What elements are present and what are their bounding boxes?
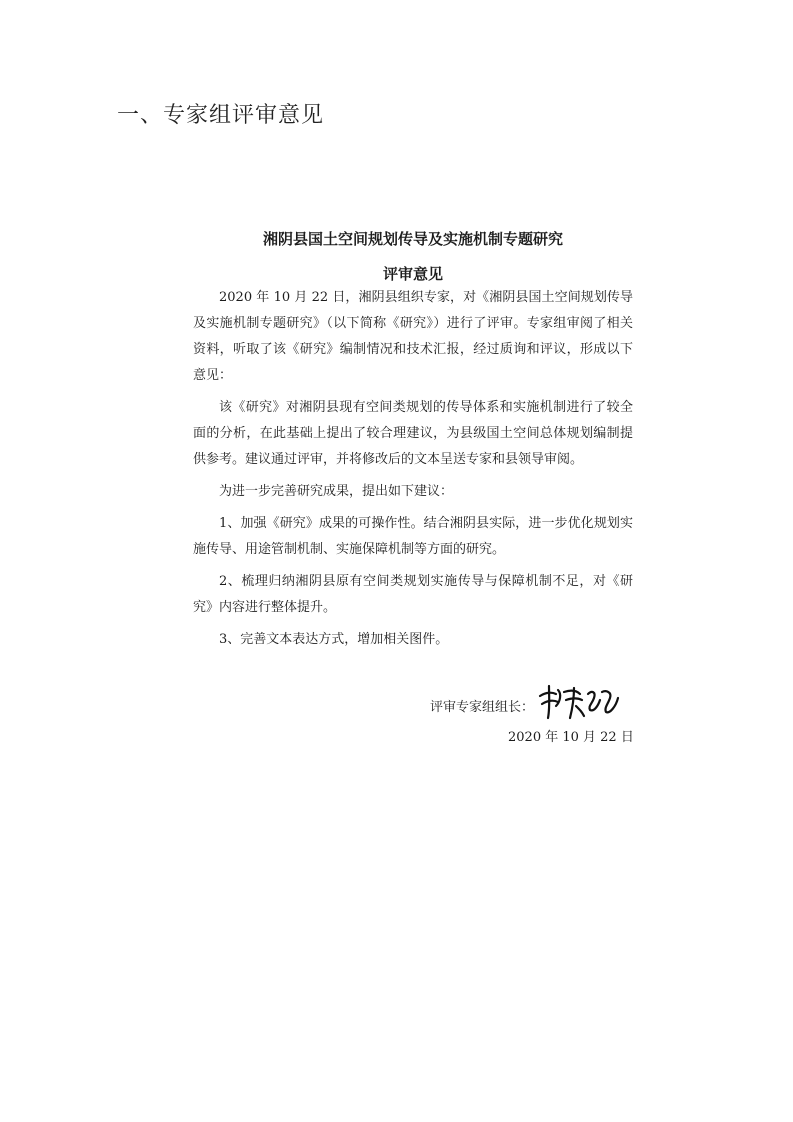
signature-date: 2020 年 10 月 22 日	[508, 730, 634, 745]
paragraph-opinion: 该《研究》对湘阴县现有空间类规划的传导体系和实施机制进行了较全面的分析，在此基础上提出了较合理建议，为县级国土空间总体规划编制提供参考。建议通过评审，并将修改后的文本呈送专家和县领导审阅。	[193, 400, 633, 467]
signature-row	[430, 682, 620, 722]
suggestion-item-3: 3、完善文本表达方式，增加相关图件。	[219, 632, 449, 647]
paragraph-intro: 2020 年 10 月 22 日，湘阴县组织专家，对《湘阴县国土空间规划传导及实施机制专题研究》（以下简称《研究》）进行了评审。专家组审阅了相关资料，听取了该《研究》编制情况和技术汇报，经过质询和评议，形成以下意见：	[193, 290, 633, 383]
suggestion-item-2: 2、梳理归纳湘阴县原有空间类规划实施传导与保障机制不足，对《研究》内容进行整体提升。	[193, 574, 633, 615]
document-subtitle: 评审意见	[382, 265, 443, 283]
suggestion-item-1: 1、加强《研究》成果的可操作性。结合湘阴县实际，进一步优化规划实施传导、用途管制机制、实施保障机制等方面的研究。	[193, 516, 633, 557]
paragraph-suggestions-intro: 为进一步完善研究成果，提出如下建议：	[219, 484, 454, 499]
section-heading: 一、专家组评审意见	[117, 103, 325, 128]
review-document	[193, 228, 633, 653]
handwritten-signature	[536, 682, 620, 722]
signature-label: 评审专家组组长：	[430, 700, 535, 715]
document-title: 湘阴县国土空间规划传导及实施机制专题研究	[262, 230, 563, 248]
